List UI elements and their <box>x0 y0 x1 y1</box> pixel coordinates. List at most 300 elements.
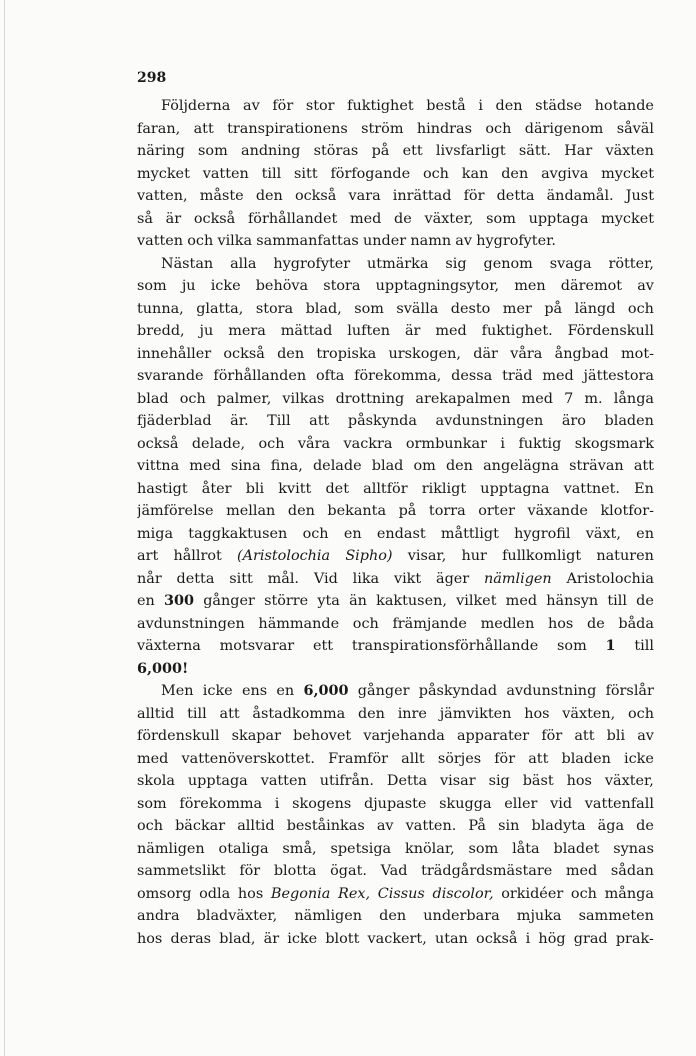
body-text <box>137 95 654 950</box>
word: eller <box>504 795 538 812</box>
word: palmer, <box>216 390 272 407</box>
word: mer <box>502 300 532 317</box>
word: vackert, <box>367 930 427 947</box>
word: måttligt <box>440 525 499 542</box>
word: till <box>261 165 282 182</box>
word: vatten <box>260 773 307 789</box>
word: skola <box>137 773 175 789</box>
word: andra <box>137 908 180 924</box>
word: odla <box>199 885 231 902</box>
word: Just <box>625 188 654 204</box>
word: ju <box>181 278 196 294</box>
text-line <box>137 725 654 748</box>
word: jämförelse <box>137 503 214 519</box>
word: klotfor- <box>600 503 654 519</box>
word: hastigt <box>137 480 188 497</box>
text-line <box>137 163 654 186</box>
text-line <box>137 838 654 861</box>
text-line <box>137 793 654 816</box>
word: avgiva <box>541 165 589 182</box>
word: upptaga <box>528 210 589 227</box>
text-line <box>137 433 654 456</box>
word: drottning <box>335 390 405 407</box>
word: 7 <box>564 390 574 407</box>
word: hos <box>524 705 550 722</box>
word: sammeten <box>578 908 654 924</box>
word: sitt <box>294 165 318 182</box>
word: är <box>165 210 182 227</box>
word: mjuka <box>516 908 562 924</box>
word: art <box>137 548 159 564</box>
text-line <box>137 815 654 838</box>
word: påskyndad <box>418 683 498 699</box>
text-line <box>137 365 654 388</box>
word: våra <box>297 435 331 452</box>
word: bladväxter, <box>196 908 278 924</box>
word: Cissus <box>377 885 425 902</box>
word: kan <box>461 165 489 182</box>
word: störas <box>313 143 359 159</box>
word: visar <box>440 773 476 789</box>
word: som <box>137 278 167 294</box>
word: en <box>343 525 362 542</box>
word: blad, <box>305 300 342 317</box>
text-line <box>137 658 654 681</box>
word: sin <box>498 818 520 834</box>
word: fuktighet <box>347 98 414 114</box>
word: vatten <box>202 165 249 182</box>
word: innehåller <box>137 345 212 362</box>
word: desto <box>450 300 491 317</box>
word: också <box>223 345 265 362</box>
word: bredd, <box>137 323 185 339</box>
word: hygrofil <box>514 525 571 542</box>
word: sig <box>445 255 467 272</box>
word: under <box>363 233 407 249</box>
text-line <box>137 635 654 658</box>
word: och <box>570 885 597 902</box>
word: och <box>422 165 449 182</box>
word: hämmande <box>258 615 340 632</box>
word: förfogande <box>330 165 411 182</box>
word: torra <box>428 503 466 519</box>
text-line <box>137 320 654 343</box>
word: vittna <box>137 458 180 474</box>
word: inrättad <box>392 188 452 204</box>
word: grad <box>573 930 608 947</box>
word: vattnet. <box>563 480 620 497</box>
word: bladet <box>553 840 600 857</box>
word: i <box>274 795 280 812</box>
text-line <box>137 883 654 906</box>
word: upptagna <box>480 480 550 497</box>
word: synas <box>613 840 654 857</box>
word: hur <box>461 548 487 564</box>
word: den <box>277 345 305 362</box>
text-line <box>137 298 654 321</box>
word: vid <box>550 795 573 812</box>
page-edge-line <box>4 0 5 1056</box>
word: med <box>137 750 169 767</box>
word: däremot <box>560 278 623 294</box>
word: och <box>258 435 285 452</box>
word: blad, <box>219 930 256 947</box>
page-number: 298 <box>137 70 167 86</box>
word: växter, <box>424 210 474 227</box>
word: nämligen <box>484 570 552 587</box>
word: de <box>636 593 654 609</box>
word: deras <box>170 930 212 947</box>
word: som <box>468 840 499 857</box>
word: den <box>255 188 283 204</box>
word: jämvikten <box>439 705 512 722</box>
word: till <box>187 705 207 722</box>
word: och <box>187 233 214 249</box>
word: arekapalmen <box>415 390 511 407</box>
word: m. <box>584 390 603 407</box>
word: mål. <box>267 570 300 587</box>
word: orter <box>478 503 515 519</box>
word: sådan <box>610 863 654 879</box>
word: alltid <box>137 705 175 722</box>
word: så <box>137 210 153 227</box>
word: Detta <box>386 773 428 789</box>
word: yta <box>317 593 340 609</box>
word: 1 <box>605 637 616 654</box>
word: större <box>264 593 309 609</box>
word: stora <box>323 278 361 294</box>
word: växten <box>605 143 654 159</box>
word: strävan <box>569 458 624 474</box>
word: Begonia <box>270 885 331 902</box>
text-line <box>137 568 654 591</box>
word: sina <box>230 458 261 474</box>
word: allt <box>401 750 425 767</box>
word: blad <box>137 390 169 407</box>
word: för <box>541 728 563 744</box>
word: miga <box>137 525 174 542</box>
word: ett <box>312 638 334 654</box>
word: gånger <box>203 593 255 609</box>
word: sätt. <box>518 143 551 159</box>
word: med <box>542 368 574 384</box>
word: transpirationens <box>227 120 348 137</box>
word: svälla <box>396 300 439 317</box>
word: därigenom <box>524 120 604 137</box>
word: orkidéer <box>501 885 564 902</box>
word: omsorg <box>137 885 192 902</box>
text-line <box>137 410 654 433</box>
word: mättad <box>280 323 333 339</box>
word: På <box>468 818 487 834</box>
word: namn <box>410 233 452 249</box>
word: sitt <box>229 570 253 587</box>
word: den <box>357 705 385 722</box>
word: där <box>473 345 498 362</box>
word: med <box>435 323 467 339</box>
word: djupaste <box>364 795 427 812</box>
word: luften <box>347 323 391 339</box>
word: om <box>413 458 436 474</box>
word: ofta <box>315 368 345 384</box>
word: såväl <box>616 120 654 137</box>
word: att <box>219 705 240 722</box>
word: växt, <box>585 525 621 542</box>
word: påskynda <box>347 413 417 429</box>
word: och <box>627 705 654 722</box>
word: vilket <box>456 593 497 609</box>
word: den <box>445 458 473 474</box>
word: många <box>604 885 654 902</box>
word: ormbunkar <box>405 435 487 452</box>
word: alltid <box>237 818 275 834</box>
word: näring <box>137 143 185 159</box>
word: vatten. <box>405 818 457 834</box>
word: genom <box>483 255 533 272</box>
word: växten, <box>562 705 616 722</box>
word: förslår <box>605 683 654 699</box>
word: de <box>394 210 412 227</box>
word: bestå <box>426 98 466 114</box>
word: med <box>349 210 382 227</box>
word: små, <box>282 840 317 857</box>
word: endast <box>376 525 426 542</box>
word: för <box>494 750 516 767</box>
word: äro <box>561 413 586 429</box>
word: rötter, <box>608 255 654 272</box>
word: och <box>352 615 379 632</box>
word: i <box>478 98 483 114</box>
word: med <box>565 863 598 879</box>
word: för <box>463 188 485 204</box>
text-line <box>137 478 654 501</box>
word: nämligen <box>294 908 363 924</box>
word: längd <box>574 300 616 317</box>
word: som <box>486 210 516 227</box>
text-line <box>137 343 654 366</box>
word: med <box>505 593 538 609</box>
word: behöva <box>255 278 309 294</box>
word: stor <box>305 98 335 114</box>
word: gånger <box>357 683 410 699</box>
word: som <box>137 795 167 812</box>
word: men <box>514 278 546 294</box>
text-line <box>137 275 654 298</box>
word: blott <box>325 930 360 947</box>
word: till <box>634 638 654 654</box>
text-line <box>137 500 654 523</box>
word: andning <box>240 143 301 159</box>
word: skogens <box>292 795 352 812</box>
word: till <box>607 593 627 609</box>
word: skapar <box>231 728 281 744</box>
word: också <box>193 210 236 227</box>
word: sörjes <box>437 750 482 767</box>
word: också <box>294 188 337 204</box>
word: åstadkomma <box>252 705 346 722</box>
word: hygrofyter <box>273 255 351 272</box>
word: spetsiga <box>330 840 392 857</box>
word: utan <box>434 930 468 947</box>
text-line <box>137 185 654 208</box>
word: delade, <box>191 435 246 452</box>
word: urskogen, <box>388 345 461 362</box>
word: fuktighet. <box>481 323 553 339</box>
word: icke <box>623 750 654 767</box>
word: vackra <box>343 435 393 452</box>
word: Fördenskull <box>567 323 654 339</box>
word: de <box>586 615 605 632</box>
word: nämligen <box>137 840 205 857</box>
word: hänsyn <box>546 593 599 609</box>
word: avdunstningen <box>435 413 544 429</box>
word: Vid <box>313 570 338 587</box>
word: vattenöverskottet. <box>181 750 315 767</box>
word: på <box>544 300 563 317</box>
word: rikligt <box>421 480 467 497</box>
text-line <box>137 118 654 141</box>
word: vilka <box>217 233 253 249</box>
word: växterna <box>137 638 201 654</box>
text-line <box>137 770 654 793</box>
text-line <box>137 95 654 118</box>
word: hotande <box>594 98 654 114</box>
word: vilkas <box>282 390 325 407</box>
word: mycket <box>601 165 654 182</box>
word: Följderna <box>161 98 231 114</box>
word: på <box>398 503 417 519</box>
word: som <box>198 143 228 159</box>
word: mera <box>228 323 266 339</box>
word: förekomma <box>179 795 263 812</box>
word: fuktig <box>518 435 562 452</box>
word: sammanfattas <box>256 233 359 249</box>
word: knölar, <box>404 840 455 857</box>
word: ju <box>199 323 214 339</box>
word: tunna, <box>137 300 184 317</box>
word: upptaga <box>187 773 248 789</box>
text-line <box>137 703 654 726</box>
word: måste <box>199 188 244 204</box>
word: inre <box>397 705 427 722</box>
word: En <box>634 480 654 497</box>
word: vara <box>348 188 381 204</box>
text-line <box>137 590 654 613</box>
text-line <box>137 253 654 276</box>
word: Aristolochia <box>566 570 654 587</box>
word: av <box>455 233 473 249</box>
word: tropiska <box>316 345 377 362</box>
word: främjande <box>392 615 467 632</box>
word: ändamål. <box>546 188 614 204</box>
word: förhållanden <box>213 368 307 384</box>
word: Vad <box>380 863 408 879</box>
word: mycket <box>137 165 190 182</box>
word: ström <box>361 120 404 137</box>
word: av <box>243 98 260 114</box>
word: den <box>379 908 407 924</box>
word: alla <box>230 255 257 272</box>
text-line <box>137 523 654 546</box>
word: ögat. <box>330 863 367 879</box>
word: 6,000! <box>137 659 189 677</box>
word: Rex, <box>338 885 371 902</box>
word: att <box>633 458 654 474</box>
word: vattenfall <box>584 795 654 812</box>
word: den <box>287 503 315 519</box>
word: av <box>376 818 394 834</box>
word: och <box>627 300 654 317</box>
word: hög <box>538 930 566 947</box>
word: mycket <box>601 210 654 227</box>
word: det <box>325 480 349 497</box>
word: den <box>495 98 523 114</box>
word: skugga <box>439 795 492 812</box>
word: träd <box>502 368 533 384</box>
word: vatten <box>137 233 184 249</box>
word: vikt <box>393 570 422 587</box>
word: dessa <box>451 368 493 384</box>
word: Nästan <box>161 255 214 272</box>
word: sammetslikt <box>137 863 226 879</box>
word: jättestora <box>583 368 654 384</box>
word: upptagningsytor, <box>375 278 500 294</box>
word: lika <box>352 570 380 587</box>
word: glatta, <box>196 300 244 317</box>
word: är <box>263 930 280 947</box>
word: apparater <box>456 728 530 744</box>
word: behovet <box>293 728 352 744</box>
word: avdunstningen <box>137 615 245 632</box>
word: utmärka <box>367 255 429 272</box>
word: en <box>276 683 295 699</box>
word: förekomma, <box>354 368 442 384</box>
word: hos <box>237 885 264 902</box>
word: avdunstning <box>506 683 597 699</box>
word: kaktusen, <box>376 593 447 609</box>
word: varjehanda <box>363 728 445 744</box>
word: blotta <box>273 863 317 879</box>
word: de <box>636 818 654 834</box>
word: av <box>637 278 654 294</box>
word: alltför <box>363 480 408 497</box>
word: att <box>309 413 330 429</box>
word: båda <box>618 615 654 632</box>
word: 6,000 <box>303 682 349 699</box>
word: en <box>137 593 155 609</box>
word: vatten, <box>137 188 188 204</box>
word: bladen <box>604 413 654 429</box>
word: sig <box>488 773 510 789</box>
word: otaliga <box>218 840 269 857</box>
word: trädgårdsmästare <box>421 863 553 879</box>
word: som <box>557 638 587 654</box>
word: Till <box>267 413 291 429</box>
word: angelägna <box>483 458 559 474</box>
word: discolor, <box>432 885 494 902</box>
word: ens <box>241 683 268 699</box>
word: prak- <box>615 930 654 947</box>
word: ångbad <box>554 345 609 362</box>
word: hos <box>548 615 574 632</box>
word: äga <box>597 818 625 834</box>
word: visar, <box>407 548 447 564</box>
word: hållrot <box>173 548 222 564</box>
word: mot- <box>621 345 654 362</box>
word: för <box>239 863 261 879</box>
word: den <box>501 165 529 182</box>
word: långa <box>613 390 654 407</box>
